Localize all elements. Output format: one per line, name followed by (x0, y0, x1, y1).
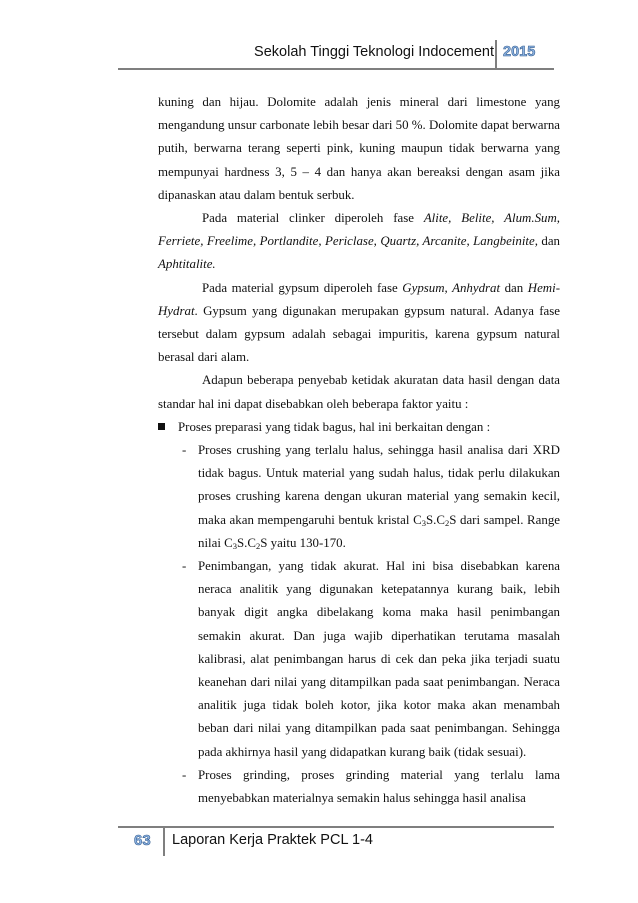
header-rule (118, 68, 554, 70)
dash-item-weighing (158, 555, 560, 764)
clinker-and: dan (537, 234, 560, 249)
crushing-text: Proses crushing yang terlalu halus, sehingga hasil analisa dari XRD tidak bagus. Untuk material yang sudah halus, tidak perlu dilakukan proses crushing karena dengan ukuran material yang semakin kecil, maka akan mempengaruhi bentuk kristal (198, 443, 560, 527)
paragraph-gypsum (158, 277, 560, 370)
dash-item-crushing (158, 439, 560, 555)
paragraph-causes: Adapun beberapa penyebab ketidak akuratan data hasil dengan data standar hal ini dapat disebabkan oleh beberapa faktor yaitu : (158, 373, 560, 411)
gypsum-phase-2: Hemi-Hydrat (158, 280, 560, 318)
clinker-phases: Alite, Belite, Alum.Sum, Ferriete, Freelime, Portlandite, Periclase, Quartz, Arcanite, Langbeinite, (158, 211, 560, 249)
header-separator (495, 40, 497, 68)
clinker-intro: Pada material clinker diperoleh fase (202, 211, 424, 226)
footer-title: Laporan Kerja Praktek PCL 1-4 (172, 832, 373, 848)
bullet-item-preparation (158, 416, 560, 439)
formula-c3s-c2s-range: $C_3S.C_2S$ (224, 535, 268, 551)
gypsum-intro: Pada material gypsum diperoleh fase (202, 280, 403, 295)
page-body (158, 91, 560, 810)
page-header (0, 38, 638, 72)
footer-page-number: 63 (134, 832, 151, 849)
crushing-tail-1: dari sampel. Range nilai (198, 512, 560, 550)
dash-item-grinding (158, 764, 560, 810)
header-year: 2015 (503, 44, 536, 60)
square-bullet-icon (158, 423, 165, 430)
grinding-text: Proses grinding, proses grinding material yang terlalu lama menyebabkan materialnya semakin halus sehingga hasil analisa (198, 767, 560, 806)
header-title: Sekolah Tinggi Teknologi Indocement (254, 44, 494, 60)
paragraph-clinker (158, 207, 560, 277)
footer-rule (118, 826, 554, 828)
bullet-text: Proses preparasi yang tidak bagus, hal ini berkaitan dengan : (178, 419, 491, 434)
dash-marker: - (182, 443, 187, 458)
dash-marker: - (182, 767, 187, 782)
formula-c3s-c2s: $C_3S.C_2S$ (413, 512, 457, 528)
paragraph-dolomite: kuning dan hijau. Dolomite adalah jenis mineral dari limestone yang mengandung unsur carbonate lebih besar dari 50 %. Dolomite dapat berwarna putih, berwarna terang seperti pink, kuning maupun tidak berwarna yang mempunyai hardness 3, 5 – 4 dan hanya akan bereaksi dengan asam jika dipanaskan atau dalam bentuk serbuk. (158, 95, 560, 202)
footer-separator (163, 828, 165, 856)
weighing-text: Penimbangan, yang tidak akurat. Hal ini bisa disebabkan karena neraca analitik yang digunakan ketepatannya kurang baik, lebih banyak digit angka dibelakang koma maka hasil penimbangan semakin akurat. Dan juga wajib diperhatikan terutama masalah kalibrasi, alat penimbangan harus di cek dan peka jika terjadi suatu keanehan dari nilai yang ditampilkan pada saat penimbangan. Neraca analitik juga tidak boleh kotor, jika kotor maka akan menambah beban dari nilai yang ditampilkan pada saat penimbangan. Sehingga pada akhirnya hasil yang didapatkan kurang baik (tidak sesuai). (198, 559, 560, 759)
crushing-tail-2: yaitu 130-170. (267, 535, 346, 550)
gypsum-rest: . Gypsum yang digunakan merupakan gypsum natural. Adanya fase tersebut dalam gypsum adalah sebagai impuritis, karena gypsum natural berasal dari alam. (158, 303, 560, 365)
clinker-last-phase: Aphtitalite. (158, 257, 216, 272)
dash-marker: - (182, 559, 187, 574)
gypsum-phase-1: Gypsum, Anhydrat (402, 280, 501, 295)
gypsum-and: dan (500, 280, 528, 295)
